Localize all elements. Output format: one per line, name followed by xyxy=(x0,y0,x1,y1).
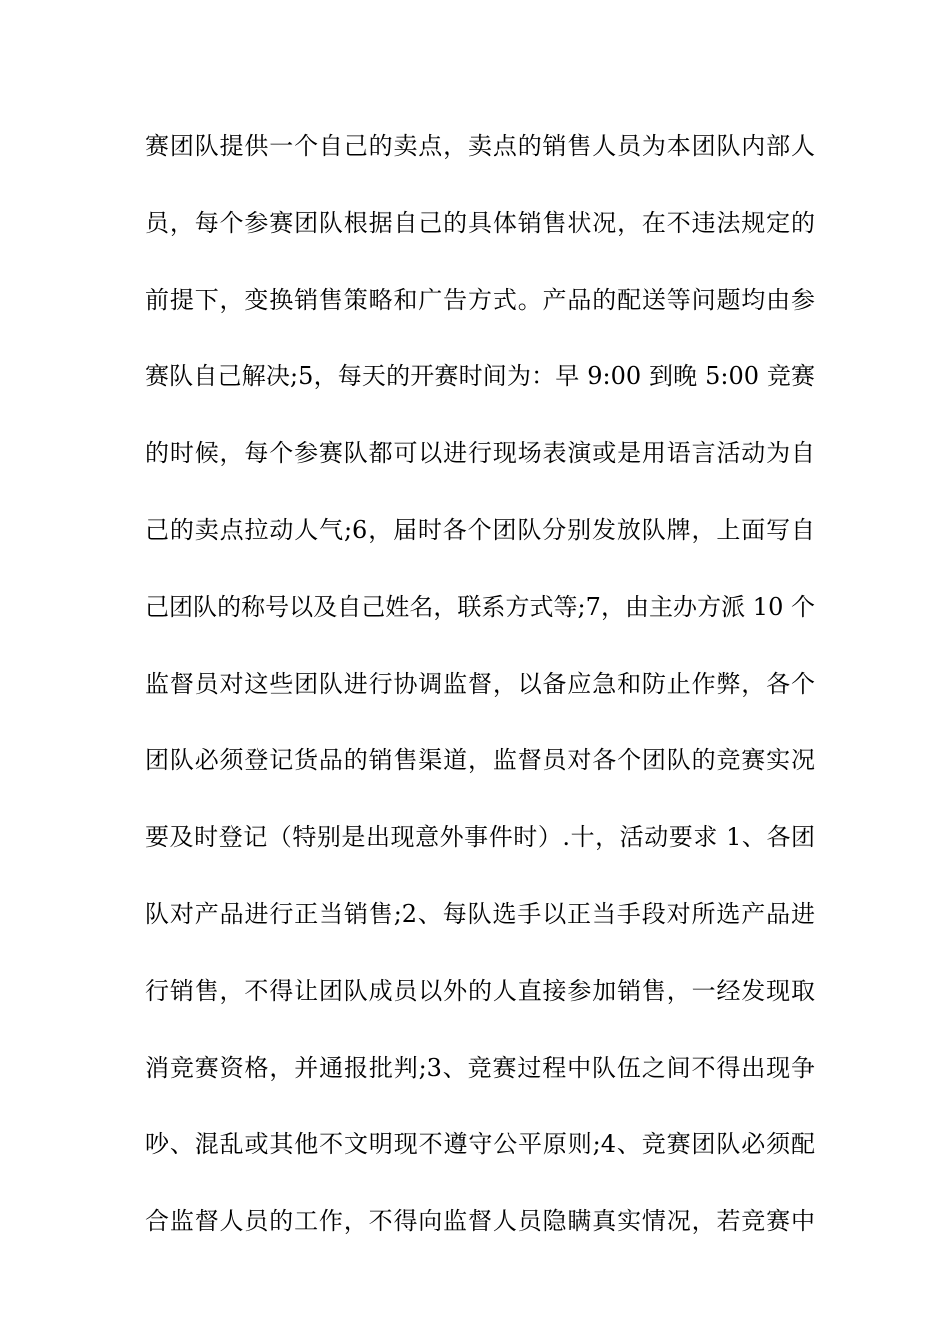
text-line: 合监督人员的工作，不得向监督人员隐瞒真实情况，若竞赛中 xyxy=(145,1207,815,1236)
text-line: 己团队的称号以及自己姓名，联系方式等;7，由主办方派 10 个 xyxy=(145,592,815,621)
text-line: 的时候，每个参赛队都可以进行现场表演或是用语言活动为自 xyxy=(145,439,815,468)
text-line: 队对产品进行正当销售;2、每队选手以正当手段对所选产品进 xyxy=(145,899,815,928)
body-text xyxy=(145,133,815,1285)
text-line: 团队必须登记货品的销售渠道，监督员对各个团队的竞赛实况 xyxy=(145,746,815,775)
text-line: 消竞赛资格，并通报批判;3、竞赛过程中队伍之间不得出现争 xyxy=(145,1053,815,1082)
text-line: 行销售，不得让团队成员以外的人直接参加销售，一经发现取 xyxy=(145,976,815,1005)
text-line: 己的卖点拉动人气;6，届时各个团队分别发放队牌，上面写自 xyxy=(145,515,815,544)
text-line: 赛队自己解决;5，每天的开赛时间为：早 9:00 到晚 5:00 竞赛 xyxy=(145,362,815,391)
text-line: 要及时登记（特别是出现意外事件时）.十，活动要求 1、各团 xyxy=(145,823,815,852)
text-line: 监督员对这些团队进行协调监督，以备应急和防止作弊，各个 xyxy=(145,669,815,698)
text-line: 吵、混乱或其他不文明现不遵守公平原则;4、竞赛团队必须配 xyxy=(145,1130,815,1159)
text-line: 员，每个参赛团队根据自己的具体销售状况，在不违法规定的 xyxy=(145,208,815,237)
text-line: 前提下，变换销售策略和广告方式。产品的配送等问题均由参 xyxy=(145,285,815,314)
text-line: 赛团队提供一个自己的卖点，卖点的销售人员为本团队内部人 xyxy=(145,132,815,160)
